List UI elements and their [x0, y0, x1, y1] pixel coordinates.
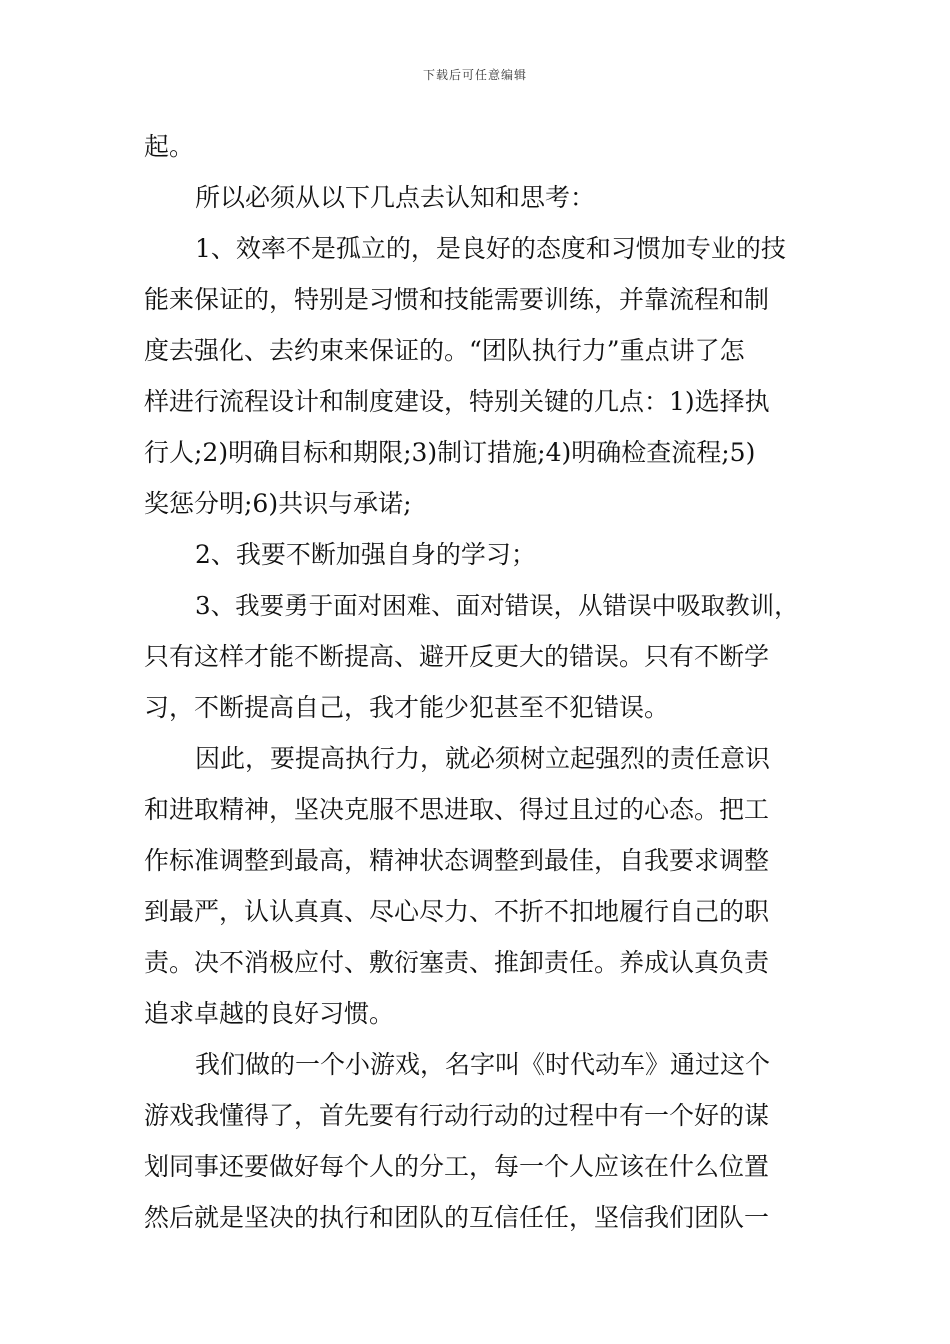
- text-line: 所以必须从以下几点去认知和思考：: [195, 183, 596, 212]
- text-line: 1、效率不是孤立的，是良好的态度和习惯加专业的技: [195, 234, 786, 263]
- text-line: 划同事还要做好每个人的分工，每一个人应该在什么位置: [144, 1152, 770, 1181]
- text-line: 作标准调整到最高，精神状态调整到最佳，自我要求调整: [144, 846, 770, 875]
- text-line: 到最严，认认真真、尽心尽力、不折不扣地履行自己的职: [144, 897, 770, 926]
- text-line: 游戏我懂得了，首先要有行动行动的过程中有一个好的谋: [144, 1101, 770, 1130]
- text-line: 习，不断提高自己，我才能少犯甚至不犯错误。: [144, 693, 670, 722]
- text-line: 3、我要勇于面对困难、面对错误，从错误中吸取教训，: [195, 591, 799, 620]
- page-header: 下载后可任意编辑: [422, 68, 527, 82]
- text-line: 因此，要提高执行力，就必须树立起强烈的责任意识: [195, 744, 771, 773]
- text-line: 只有这样才能不断提高、避开反更大的错误。只有不断学: [144, 642, 770, 671]
- document-body: [144, 121, 810, 1243]
- text-line: 追求卓越的良好习惯。: [144, 999, 395, 1028]
- text-line: 我们做的一个小游戏，名字叫《时代动车》通过这个: [195, 1050, 771, 1079]
- text-line: 奖惩分明;6)共识与承诺;: [144, 489, 412, 518]
- text-line: 能来保证的，特别是习惯和技能需要训练，并靠流程和制: [144, 285, 770, 314]
- text-line: 起。: [144, 132, 195, 161]
- text-line: 然后就是坚决的执行和团队的互信任任，坚信我们团队一: [144, 1203, 770, 1232]
- text-line: 度去强化、去约束来保证的。“团队执行力”重点讲了怎: [144, 336, 745, 365]
- text-line: 行人;2)明确目标和期限;3)制订措施;4)明确检查流程;5): [144, 438, 756, 467]
- text-line: 样进行流程设计和制度建设，特别关键的几点：1)选择执: [144, 387, 770, 416]
- text-line: 2、我要不断加强自身的学习；: [195, 540, 536, 569]
- text-line: 责。决不消极应付、敷衍塞责、推卸责任。养成认真负责: [144, 948, 770, 977]
- text-line: 和进取精神，坚决克服不思进取、得过且过的心态。把工: [144, 795, 770, 824]
